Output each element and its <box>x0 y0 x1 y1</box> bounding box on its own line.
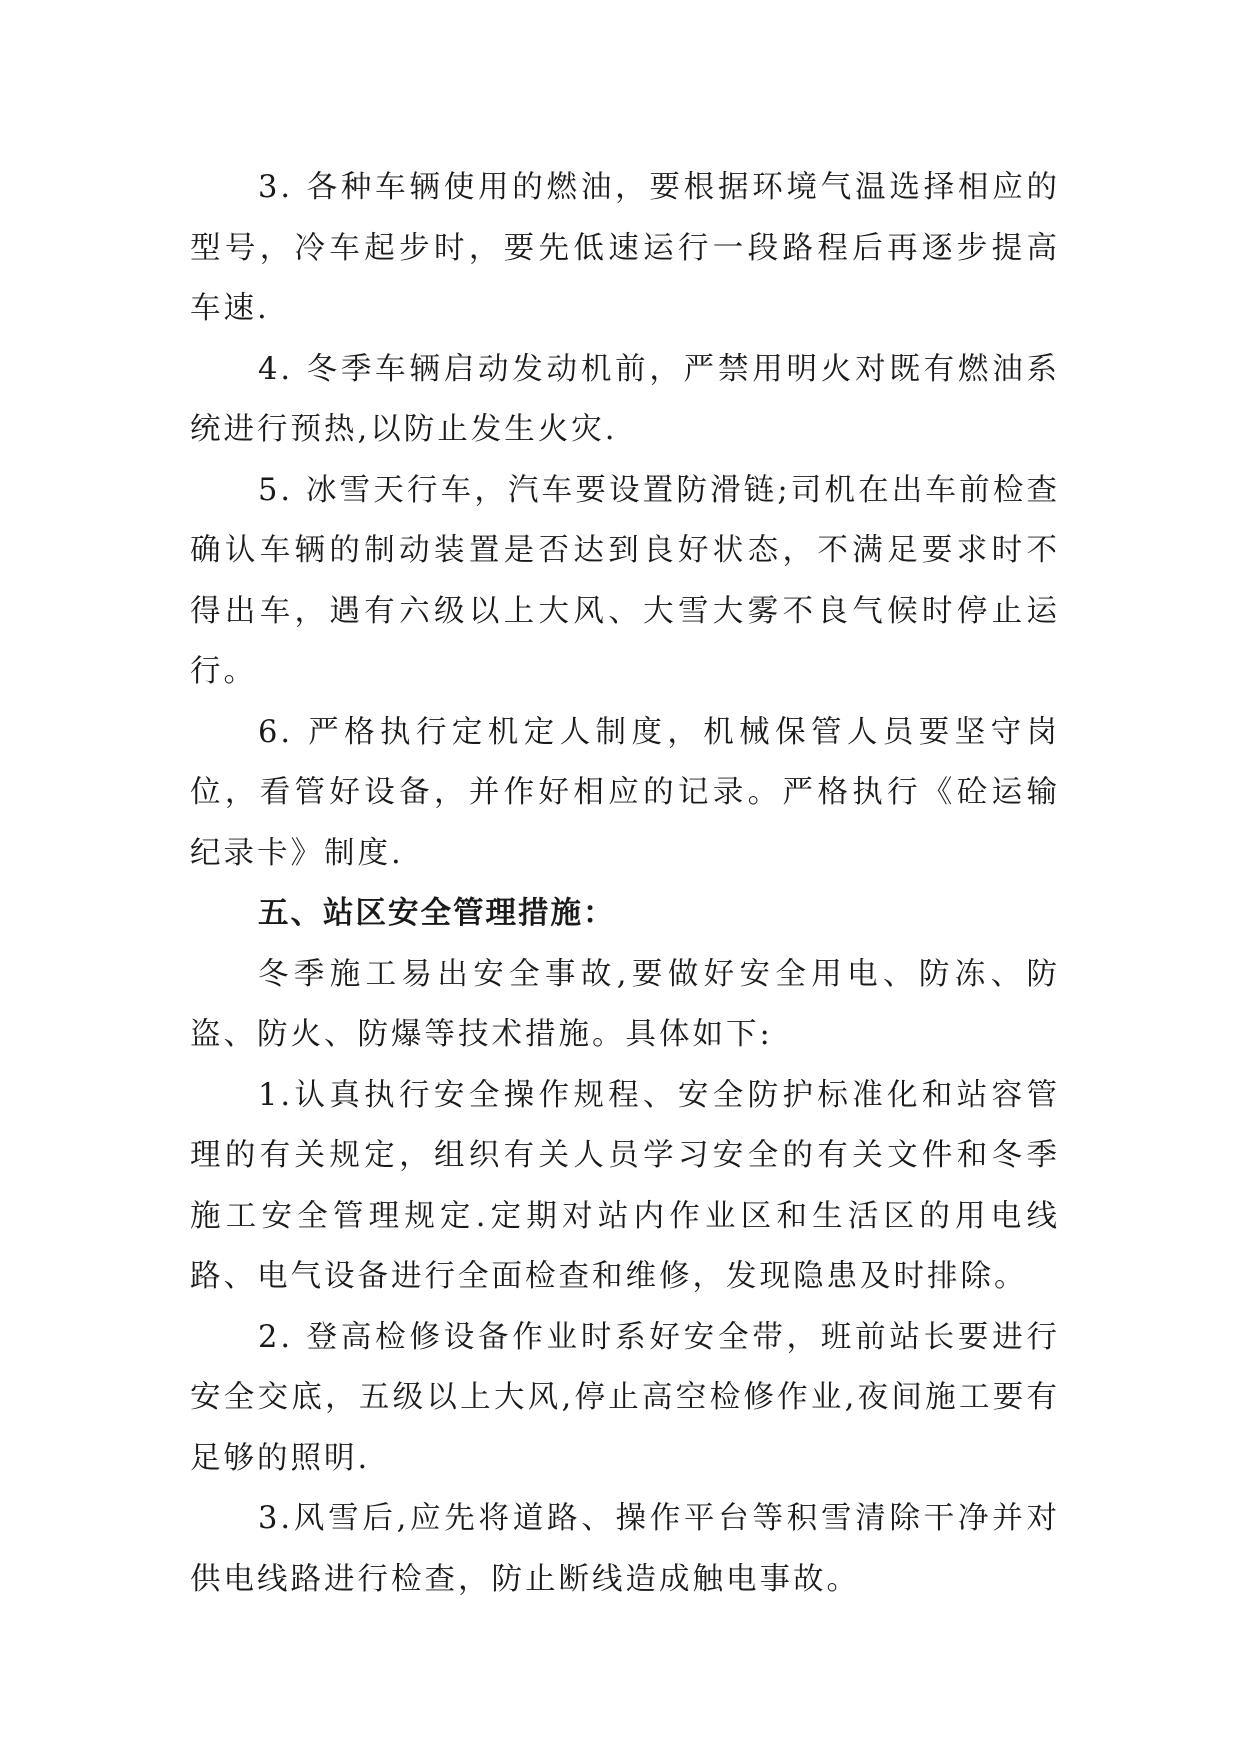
document-body <box>190 158 1060 1610</box>
paragraph-item-3b: 3.风雪后,应先将道路、操作平台等积雪清除干净并对供电线路进行检查，防止断线造成触电事故。 <box>190 1501 1060 1597</box>
section-intro-paragraph: 冬季施工易出安全事故,要做好安全用电、防冻、防盗、防火、防爆等技术措施。具体如下: <box>190 956 1060 1052</box>
paragraph-item-5: 5. 冰雪天行车，汽车要设置防滑链;司机在出车前检查确认车辆的制动装置是否达到良好状态，不满足要求时不得出车，遇有六级以上大风、大雪大雾不良气候时停止运行。 <box>190 472 1060 689</box>
paragraph-item-3: 3. 各种车辆使用的燃油，要根据环境气温选择相应的型号，冷车起步时，要先低速运行一段路程后再逐步提高车速. <box>190 170 1060 326</box>
paragraph-item-4: 4. 冬季车辆启动发动机前，严禁用明火对既有燃油系统进行预热,以防止发生火灾. <box>190 351 1060 447</box>
paragraph-item-2: 2. 登高检修设备作业时系好安全带，班前站长要进行安全交底，五级以上大风,停止高空检修作业,夜间施工要有足够的照明. <box>190 1319 1060 1476</box>
paragraph-item-1: 1.认真执行安全操作规程、安全防护标准化和站容管理的有关规定，组织有关人员学习安全的有关文件和冬季施工安全管理规定.定期对站内作业区和生活区的用电线路、电气设备进行全面检查和维修，发现隐患及时排除。 <box>190 1077 1060 1294</box>
section-heading-5: 五、站区安全管理措施： <box>258 896 616 931</box>
paragraph-item-6: 6. 严格执行定机定人制度，机械保管人员要坚守岗位，看管好设备，并作好相应的记录。严格执行《砼运输纪录卡》制度. <box>190 714 1060 871</box>
